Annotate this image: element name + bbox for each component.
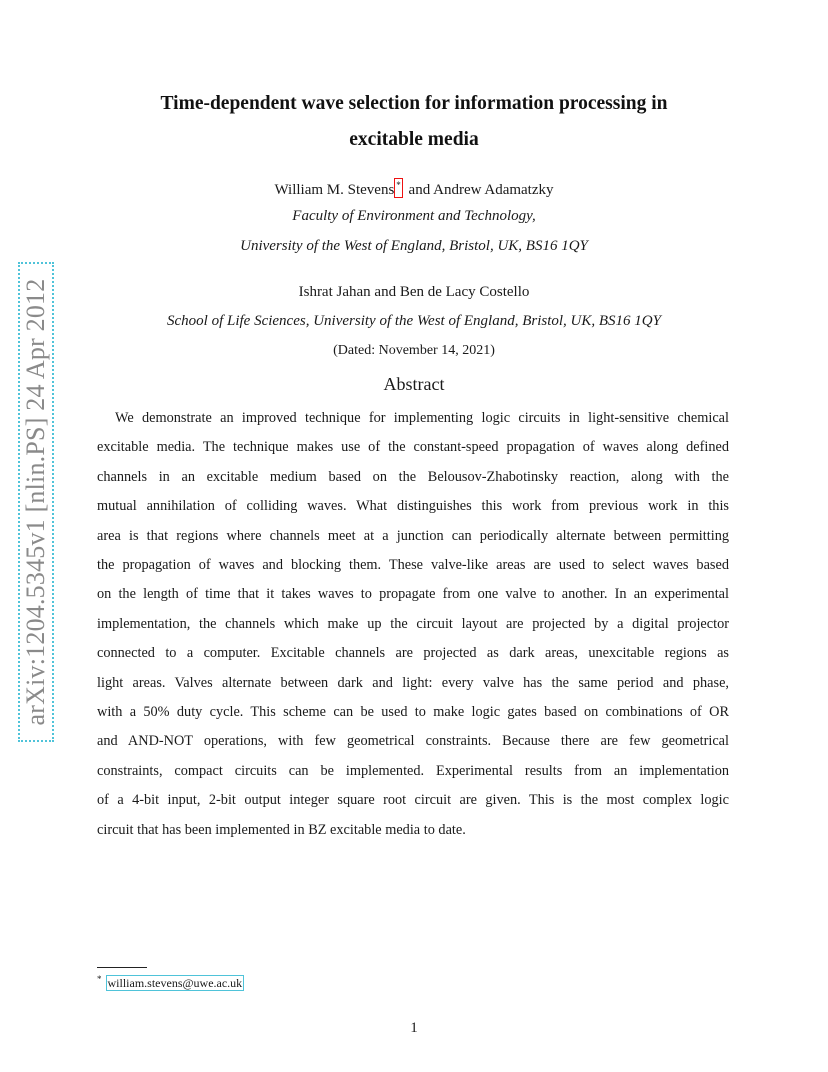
abstract-line: excitable media. The technique makes use of the constant-speed propagation of waves along defined (97, 439, 729, 456)
arxiv-id: arXiv:1204.5345v1 [nlin.PS] 24 Apr 2012 (21, 278, 50, 726)
abstract-line: and AND-NOT operations, with few geometrical constraints. Because there are few geometrical (97, 733, 729, 750)
arxiv-stamp[interactable] (18, 262, 54, 742)
authors-line-1 (90, 178, 738, 199)
abstract-line: on the length of time that it takes waves to propagate from one valve to another. In an experimental (97, 586, 729, 603)
affiliation-1-line-1: Faculty of Environment and Technology, (292, 208, 536, 224)
footnote-mark: * (97, 974, 102, 984)
abstract-line: with a 50% duty cycle. This scheme can be used to make logic gates based on combinations of OR (97, 704, 729, 721)
affiliation-2: School of Life Sciences, University of the West of England, Bristol, UK, BS16 1QY (167, 313, 661, 329)
abstract-line: mutual annihilation of colliding waves. What distinguishes this work from previous work in this (97, 498, 729, 515)
footnote-link[interactable]: * (394, 178, 403, 198)
abstract-line: implementation, the channels which make up the circuit layout are projected by a digital projector (97, 615, 729, 632)
page-number: 1 (410, 1020, 418, 1036)
abstract-line: constraints, compact circuits can be implemented. Experimental results from an implementation (97, 762, 729, 779)
abstract-line: area is that regions where channels meet at a junction can periodically alternate between permitting (97, 527, 729, 544)
title-line-2: excitable media (349, 129, 479, 150)
authors-line-2: Ishrat Jahan and Ben de Lacy Costello (298, 284, 530, 300)
abstract-body (97, 404, 729, 845)
abstract-line: the propagation of waves and blocking them. These valve-like areas are used to select waves based (97, 557, 729, 574)
dated-line: (Dated: November 14, 2021) (333, 343, 495, 358)
title-line-1: Time-dependent wave selection for information processing in (160, 93, 668, 114)
affiliation-1-line-2: University of the West of England, Bristol, UK, BS16 1QY (240, 238, 588, 254)
abstract-heading: Abstract (383, 374, 445, 394)
author-adamatzky: and Andrew Adamatzky (404, 182, 554, 198)
footnote-rule (97, 967, 147, 968)
author-stevens: William M. Stevens (274, 182, 395, 198)
abstract-line: We demonstrate an improved technique for implementing logic circuits in light-sensitive chemical (115, 410, 729, 426)
abstract-line: of a 4-bit input, 2-bit output integer square root circuit are given. This is the most complex logic (97, 792, 729, 809)
abstract-line: light areas. Valves alternate between dark and light: every valve has the same period and phase, (97, 674, 729, 691)
abstract-line: circuit that has been implemented in BZ excitable media to date. (97, 821, 466, 838)
email-link[interactable]: william.stevens@uwe.ac.uk (107, 976, 243, 990)
abstract-line: channels in an excitable medium based on the Belousov-Zhabotinsky reaction, along with the (97, 468, 729, 485)
abstract-line: connected to a computer. Excitable channels are projected as dark areas, unexcitable regions as (97, 645, 729, 662)
footnote (97, 974, 244, 991)
